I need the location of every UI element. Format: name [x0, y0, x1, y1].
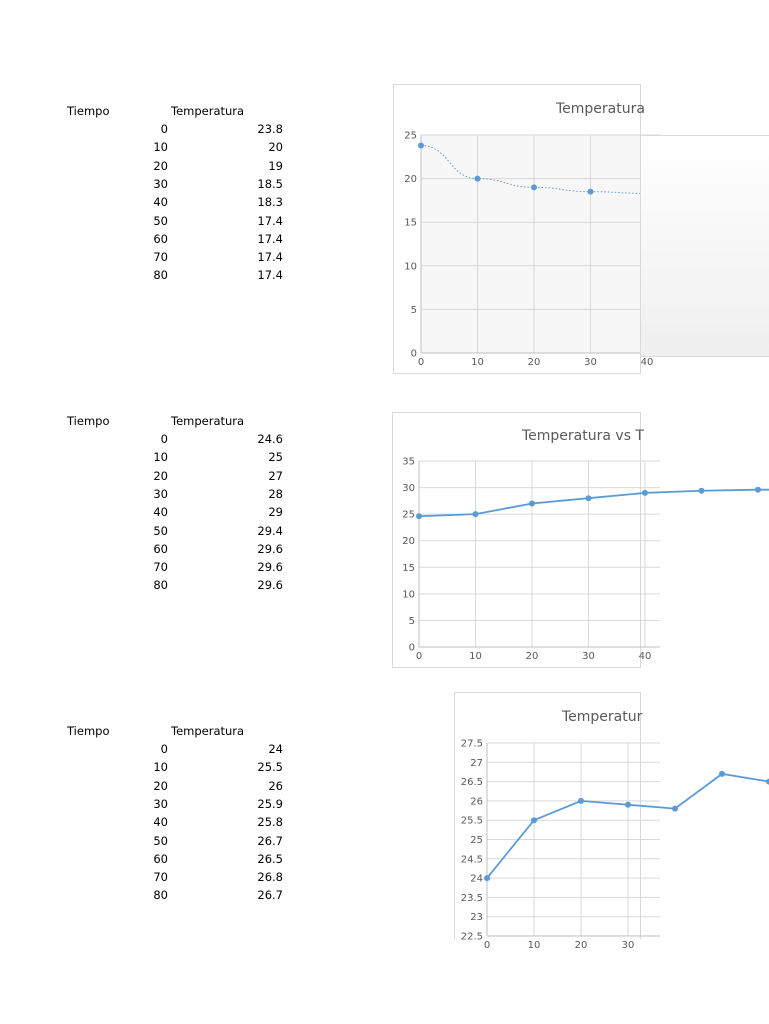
- cell-temperatura: 29: [268, 505, 283, 520]
- cell-tiempo: 70: [153, 870, 168, 885]
- data-point: [642, 490, 648, 496]
- data-point: [475, 176, 481, 182]
- data-point: [586, 495, 592, 501]
- data-point: [699, 488, 705, 494]
- data-point: [529, 501, 535, 507]
- data-point: [531, 817, 537, 823]
- table-row: [0, 432, 300, 448]
- cell-tiempo: 0: [160, 432, 168, 446]
- y-tick-label: 24: [470, 873, 483, 885]
- data-point: [418, 142, 424, 148]
- y-tick-label: 22.5: [460, 931, 483, 943]
- y-tick-label: 25: [404, 130, 417, 142]
- table-row: [0, 578, 300, 594]
- table-row: [0, 487, 300, 503]
- cell-tiempo: 60: [153, 541, 168, 556]
- x-tick-label: 0: [415, 651, 423, 662]
- cell-temperatura: 24.6: [257, 432, 283, 446]
- cell-tiempo: 30: [153, 176, 168, 191]
- chart-plot: [394, 85, 654, 373]
- x-tick-label: 40: [638, 651, 652, 662]
- cell-tiempo: 10: [153, 760, 168, 775]
- cell-tiempo: 20: [153, 778, 168, 793]
- data-point: [416, 513, 422, 519]
- x-tick-label: 10: [471, 357, 484, 368]
- chart-title: Temperatur: [562, 709, 643, 725]
- cell-tiempo: 50: [153, 213, 168, 228]
- table-row: [0, 450, 300, 466]
- table-row: [0, 834, 300, 850]
- data-table: [0, 724, 300, 904]
- data-point: [578, 798, 584, 804]
- x-tick-label: 30: [621, 940, 635, 951]
- table-row: [0, 122, 300, 138]
- cell-temperatura: 26.8: [257, 870, 283, 885]
- cell-tiempo: 0: [160, 742, 168, 756]
- table-row: [0, 524, 300, 540]
- y-tick-label: 25: [402, 509, 415, 521]
- y-tick-label: 25.5: [460, 815, 483, 827]
- cell-tiempo: 70: [153, 250, 168, 265]
- header-temperatura: Temperatura: [171, 414, 245, 428]
- cell-temperatura: 26.7: [257, 888, 283, 903]
- cell-tiempo: 40: [153, 815, 168, 830]
- cell-tiempo: 60: [153, 231, 168, 246]
- y-tick-label: 0: [410, 348, 417, 360]
- y-tick-label: 20: [404, 174, 417, 186]
- table-row: [0, 268, 300, 284]
- table-row: [0, 505, 300, 521]
- y-tick-label: 26: [470, 796, 483, 808]
- data-point: [625, 802, 631, 808]
- data-point: [755, 487, 761, 493]
- cell-temperatura: 25: [268, 450, 283, 465]
- cell-tiempo: 80: [153, 578, 168, 593]
- cell-temperatura: 29.6: [257, 578, 283, 593]
- cell-temperatura: 17.4: [257, 213, 283, 228]
- cell-temperatura: 26.7: [257, 833, 283, 848]
- cell-tiempo: 80: [153, 268, 168, 283]
- cell-temperatura: 28: [268, 486, 283, 501]
- chart-plot: [393, 413, 652, 667]
- data-point: [719, 771, 725, 777]
- data-point: [672, 806, 678, 812]
- chart-plot: [455, 693, 643, 951]
- table-row: [0, 852, 300, 868]
- chart-1[interactable]: [393, 84, 654, 374]
- plot-area: [421, 135, 660, 353]
- data-table: [0, 104, 300, 284]
- y-tick-label: 25: [470, 835, 483, 846]
- cell-tiempo: 0: [160, 122, 168, 136]
- table-row: [0, 542, 300, 558]
- y-tick-label: 15: [404, 217, 417, 229]
- header-temperatura: Temperatura: [171, 104, 245, 118]
- data-point: [588, 189, 594, 195]
- data-point: [531, 184, 537, 190]
- cell-tiempo: 50: [153, 523, 168, 538]
- x-tick-label: 20: [574, 940, 588, 951]
- cell-temperatura: 27: [268, 468, 283, 483]
- header-tiempo: Tiempo: [67, 724, 110, 738]
- cell-tiempo: 10: [153, 140, 168, 155]
- cell-temperatura: 25.8: [257, 815, 283, 830]
- x-tick-label: 40: [640, 357, 654, 368]
- table-row: [0, 888, 300, 904]
- table-row: [0, 870, 300, 886]
- cell-tiempo: 60: [153, 851, 168, 866]
- cell-tiempo: 20: [153, 158, 168, 173]
- cell-temperatura: 23.8: [257, 122, 283, 136]
- y-tick-label: 23.5: [460, 892, 483, 904]
- x-tick-label: 0: [417, 357, 425, 368]
- y-tick-label: 0: [408, 642, 415, 654]
- cell-temperatura: 17.4: [257, 250, 283, 265]
- cell-temperatura: 17.4: [257, 268, 283, 283]
- y-tick-label: 10: [402, 589, 415, 601]
- y-tick-label: 27: [470, 757, 483, 769]
- cell-temperatura: 26: [268, 778, 283, 793]
- cell-temperatura: 20: [268, 140, 283, 155]
- data-point: [484, 875, 490, 881]
- table-row: [0, 232, 300, 248]
- cell-tiempo: 40: [153, 195, 168, 210]
- chart-title: Temperatura vs T: [522, 428, 644, 444]
- table-row: [0, 760, 300, 776]
- cell-temperatura: 29.6: [257, 560, 283, 575]
- cell-temperatura: 26.5: [257, 851, 283, 866]
- floating-pane: [640, 135, 769, 357]
- chart-title: Temperatura: [556, 101, 645, 117]
- cell-temperatura: 19: [268, 158, 283, 173]
- y-tick-label: 30: [402, 483, 415, 495]
- header-temperatura: Temperatura: [171, 724, 245, 738]
- table-row: [0, 214, 300, 230]
- y-tick-label: 27.5: [460, 738, 483, 750]
- header-tiempo: Tiempo: [67, 104, 110, 118]
- table-row: [0, 159, 300, 175]
- y-tick-label: 26.5: [460, 777, 483, 789]
- cell-temperatura: 24: [268, 742, 283, 756]
- cell-tiempo: 70: [153, 560, 168, 575]
- cell-tiempo: 40: [153, 505, 168, 520]
- y-tick-label: 23: [470, 912, 483, 924]
- chart-2[interactable]: [392, 412, 652, 668]
- cell-tiempo: 50: [153, 833, 168, 848]
- cell-tiempo: 10: [153, 450, 168, 465]
- table-row: [0, 779, 300, 795]
- y-tick-label: 10: [404, 261, 417, 273]
- y-tick-label: 5: [408, 615, 415, 627]
- y-tick-label: 20: [402, 536, 415, 548]
- chart-3[interactable]: [454, 692, 643, 951]
- x-tick-label: 20: [527, 357, 541, 368]
- y-tick-label: 5: [410, 304, 417, 316]
- cell-temperatura: 29.4: [257, 523, 283, 538]
- cell-temperatura: 17.4: [257, 231, 283, 246]
- x-tick-label: 30: [584, 357, 597, 368]
- cell-tiempo: 80: [153, 888, 168, 903]
- y-tick-label: 24.5: [460, 854, 483, 866]
- data-point: [473, 511, 479, 517]
- header-tiempo: Tiempo: [67, 414, 110, 428]
- cell-tiempo: 20: [153, 468, 168, 483]
- x-tick-label: 30: [582, 651, 595, 662]
- x-tick-label: 20: [525, 651, 539, 662]
- table-row: [0, 469, 300, 485]
- table-row: [0, 140, 300, 156]
- table-row: [0, 815, 300, 831]
- data-table: [0, 414, 300, 594]
- x-tick-label: 10: [527, 940, 541, 951]
- table-row: [0, 250, 300, 266]
- table-row: [0, 195, 300, 211]
- table-row: [0, 560, 300, 576]
- table-row: [0, 177, 300, 193]
- y-tick-label: 35: [402, 456, 415, 468]
- cell-temperatura: 25.5: [257, 760, 283, 775]
- cell-temperatura: 29.6: [257, 541, 283, 556]
- y-tick-label: 15: [402, 562, 415, 574]
- x-tick-label: 10: [469, 651, 482, 662]
- table-row: [0, 797, 300, 813]
- series-line: [419, 490, 769, 517]
- cell-temperatura: 18.3: [257, 195, 283, 210]
- cell-temperatura: 25.9: [257, 796, 283, 811]
- cell-temperatura: 18.5: [257, 176, 283, 191]
- x-tick-label: 0: [483, 940, 491, 951]
- table-row: [0, 742, 300, 758]
- cell-tiempo: 30: [153, 486, 168, 501]
- cell-tiempo: 30: [153, 796, 168, 811]
